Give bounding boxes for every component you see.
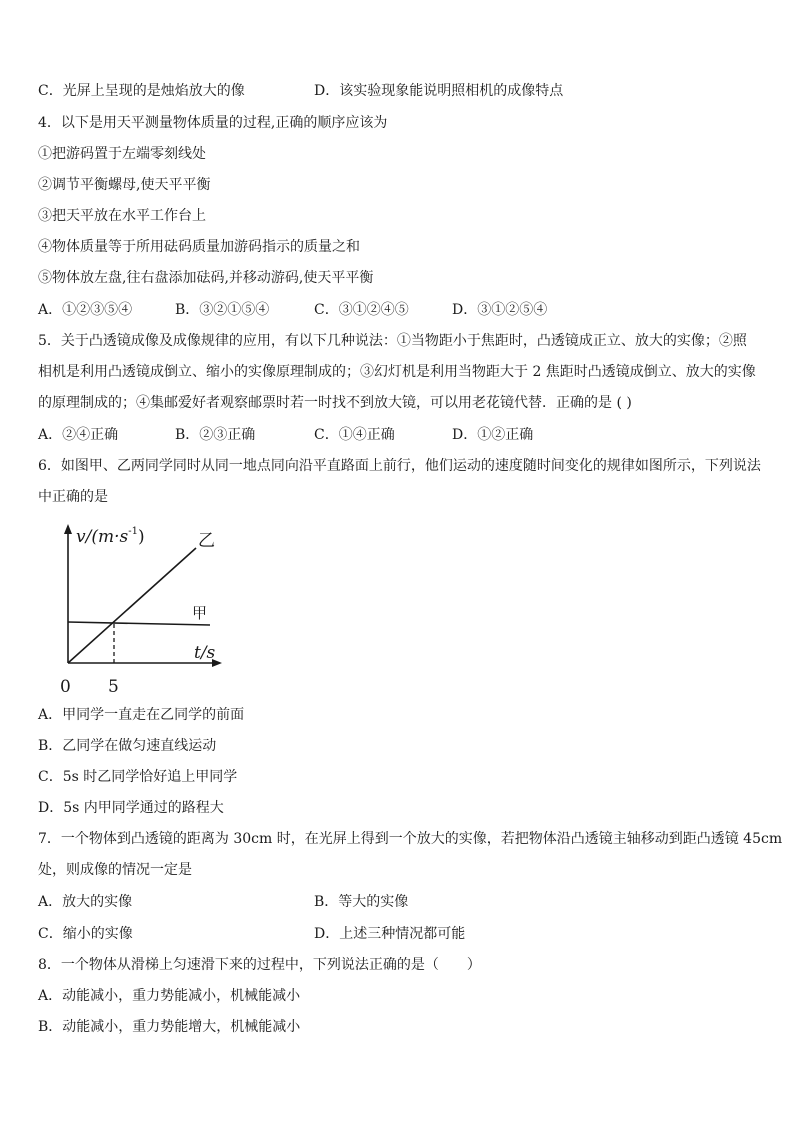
line-jia-label: 甲 — [192, 604, 208, 622]
q8-stem: 8．一个物体从滑梯上匀速滑下来的过程中，下列说法正确的是（ ） — [38, 957, 481, 973]
q7-option-d: D．上述三种情况都可能 — [314, 926, 466, 942]
q6-line-1: 6．如图甲、乙两同学同时从同一地点同向沿平直路面上前行，他们运动的速度随时间变化的规律如图所示，下列说法 — [38, 458, 761, 474]
q8-option-b: B．动能减小，重力势能增大，机械能减小 — [38, 1019, 301, 1035]
q5-option-c: C．①④正确 — [314, 427, 395, 443]
q4-stem: 4．以下是用天平测量物体质量的过程,正确的顺序应该为 — [38, 115, 388, 131]
q5-option-d: D．①②正确 — [452, 427, 534, 443]
origin-label: 0 — [60, 677, 71, 697]
q7-line-1: 7．一个物体到凸透镜的距离为 30cm 时，在光屏上得到一个放大的实像，若把物体沿凸透镜主轴移动到距凸透镜 45cm — [38, 831, 783, 847]
line-jia — [68, 622, 210, 625]
q5-line-1: 5．关于凸透镜成像及成像规律的应用，有以下几种说法：①当物距小于焦距时，凸透镜成正立、放大的实像；②照 — [38, 333, 747, 349]
y-axis-arrow — [64, 524, 72, 534]
q7-option-b: B．等大的实像 — [314, 894, 409, 910]
q6-option-b: B．乙同学在做匀速直线运动 — [38, 738, 217, 754]
tick-label-5: 5 — [108, 677, 119, 697]
line-yi — [68, 548, 196, 663]
q7-option-c: C．缩小的实像 — [38, 926, 133, 942]
q4-option-b: B．③②①⑤④ — [175, 302, 270, 318]
q4-step-3: ③把天平放在水平工作台上 — [38, 208, 206, 224]
velocity-time-graph — [50, 518, 240, 698]
line-yi-label: 乙 — [198, 531, 215, 551]
q6-line-2: 中正确的是 — [38, 489, 108, 505]
q4-step-4: ④物体质量等于所用砝码质量加游码指示的质量之和 — [38, 239, 360, 255]
x-axis-label: t/s — [194, 643, 216, 663]
q4-step-1: ①把游码置于左端零刻线处 — [38, 146, 206, 162]
q7-option-a: A．放大的实像 — [38, 894, 133, 910]
q4-option-a: A．①②③⑤④ — [38, 302, 133, 318]
q4-option-d: D．③①②⑤④ — [452, 302, 548, 318]
q5-option-b: B．②③正确 — [175, 427, 256, 443]
q6-option-d: D．5s 内甲同学通过的路程大 — [38, 800, 224, 816]
q5-option-a: A．②④正确 — [38, 427, 119, 443]
q7-line-2: 处，则成像的情况一定是 — [38, 862, 192, 878]
q8-option-a: A．动能减小，重力势能减小，机械能减小 — [38, 988, 301, 1004]
y-axis-label: $v/(m\cdot s^{-1})$ — [76, 526, 145, 547]
q4-option-c: C．③①②④⑤ — [314, 302, 409, 318]
q6-option-c: C．5s 时乙同学恰好追上甲同学 — [38, 769, 238, 785]
q4-step-2: ②调节平衡螺母,使天平平衡 — [38, 177, 211, 193]
q3-option-d: D．该实验现象能说明照相机的成像特点 — [314, 83, 564, 99]
q6-option-a: A．甲同学一直走在乙同学的前面 — [38, 707, 245, 723]
q3-option-c: C．光屏上呈现的是烛焰放大的像 — [38, 83, 245, 99]
q5-line-2: 相机是利用凸透镜成倒立、缩小的实像原理制成的；③幻灯机是利用当物距大于 2 焦距时凸透镜成倒立、放大的实像 — [38, 364, 756, 380]
q5-line-3: 的原理制成的；④集邮爱好者观察邮票时若一时找不到放大镜，可以用老花镜代替．正确的是 ( ) — [38, 395, 632, 411]
q4-step-5: ⑤物体放左盘,往右盘添加砝码,并移动游码,使天平平衡 — [38, 270, 374, 286]
